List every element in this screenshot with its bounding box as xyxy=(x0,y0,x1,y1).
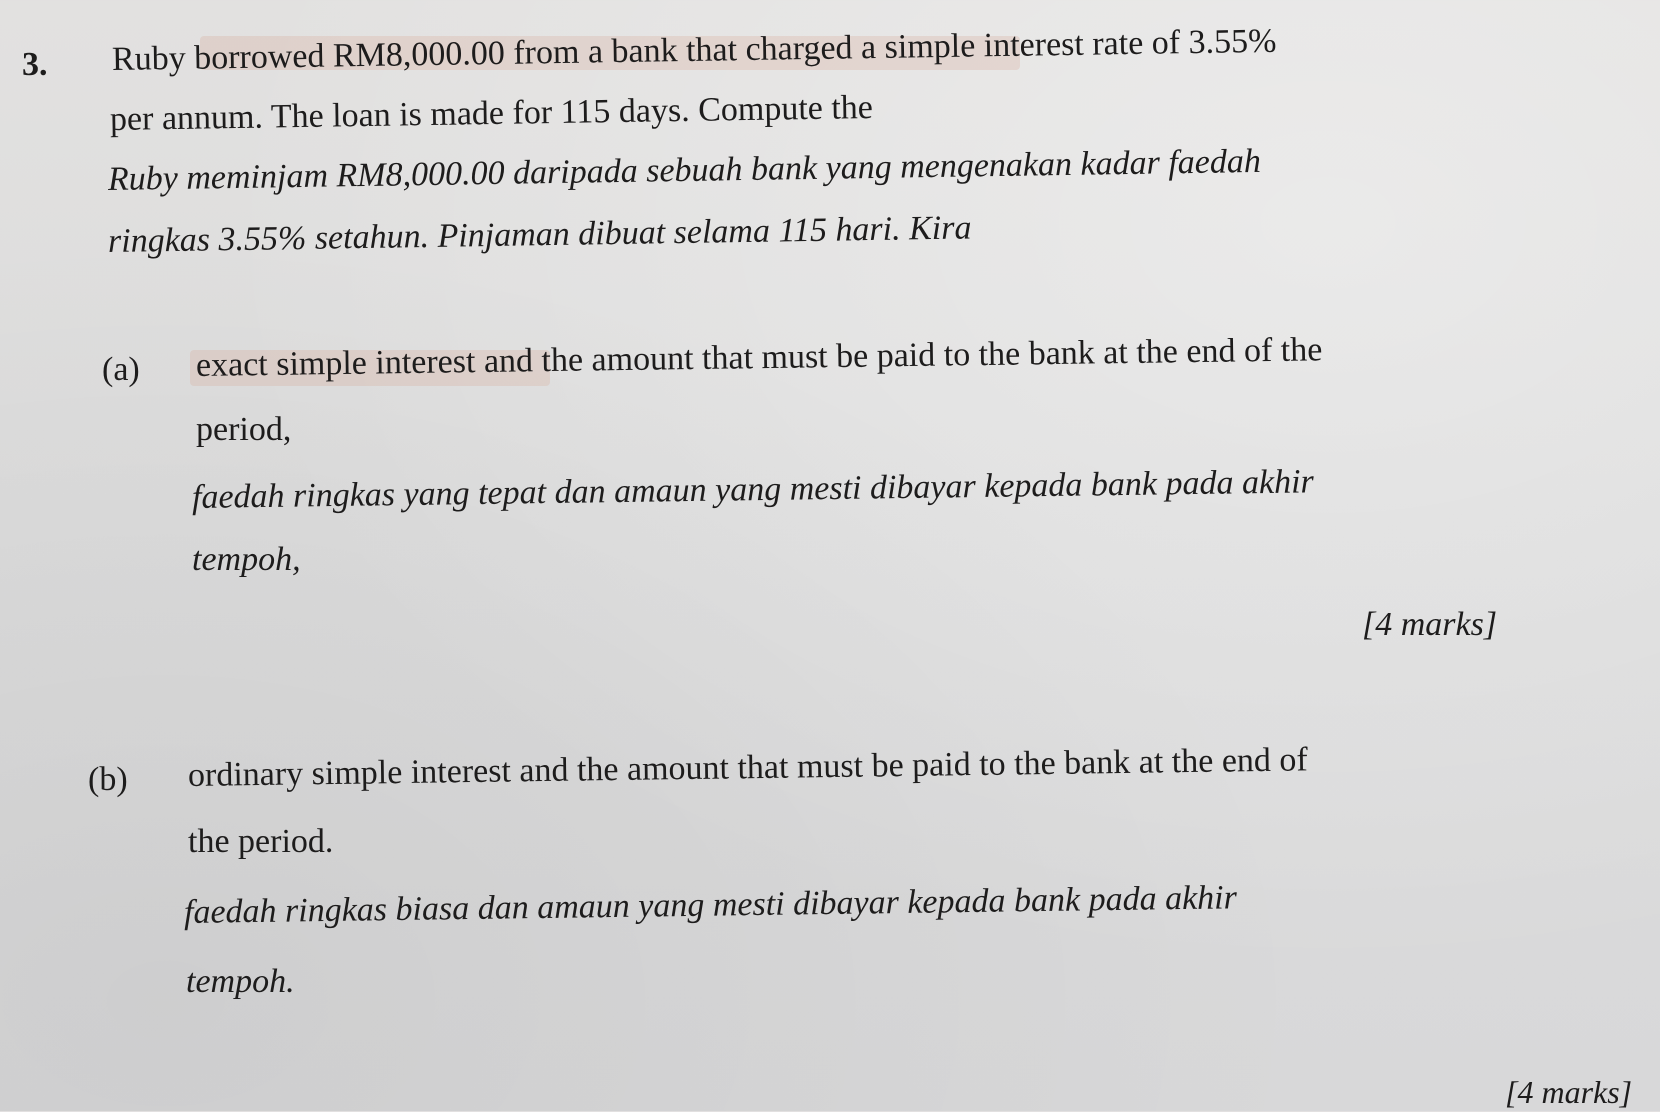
part-b-text-en-line-1: ordinary simple interest and the amount that must be paid to the bank at the end of xyxy=(187,741,1308,794)
part-b-marks: [4 marks] xyxy=(1505,1074,1633,1110)
part-a-marks: [4 marks] xyxy=(1362,606,1498,643)
part-a-text-en-line-2: period, xyxy=(196,411,292,448)
question-stem-ms-line-1: Ruby meminjam RM8,000.00 daripada sebuah bank yang mengenakan kadar faedah xyxy=(107,142,1262,198)
part-b-text-ms-line-1: faedah ringkas biasa dan amaun yang mesti dibayar kepada bank pada akhir xyxy=(183,879,1238,931)
part-b-text-en-line-2: the period. xyxy=(188,823,334,860)
question-stem-en-line-2: per annum. The loan is made for 115 days. Compute the xyxy=(109,89,874,138)
question-stem-ms-line-2: ringkas 3.55% setahun. Pinjaman dibuat selama 115 hari. Kira xyxy=(107,209,972,260)
part-a-text-ms-line-2: tempoh, xyxy=(192,541,301,578)
part-a-text-en-line-1: exact simple interest and the amount that must be paid to the bank at the end of the xyxy=(195,331,1323,384)
part-b-label: (b) xyxy=(88,761,128,798)
question-stem-en-line-1: Ruby borrowed RM8,000.00 from a bank that charged a simple interest rate of 3.55% xyxy=(111,22,1277,78)
part-a-label: (a) xyxy=(102,351,140,388)
question-number: 3. xyxy=(22,46,48,83)
part-b-text-ms-line-2: tempoh. xyxy=(186,963,295,1000)
part-a-text-ms-line-1: faedah ringkas yang tepat dan amaun yang mesti dibayar kepada bank pada akhir xyxy=(191,463,1314,516)
